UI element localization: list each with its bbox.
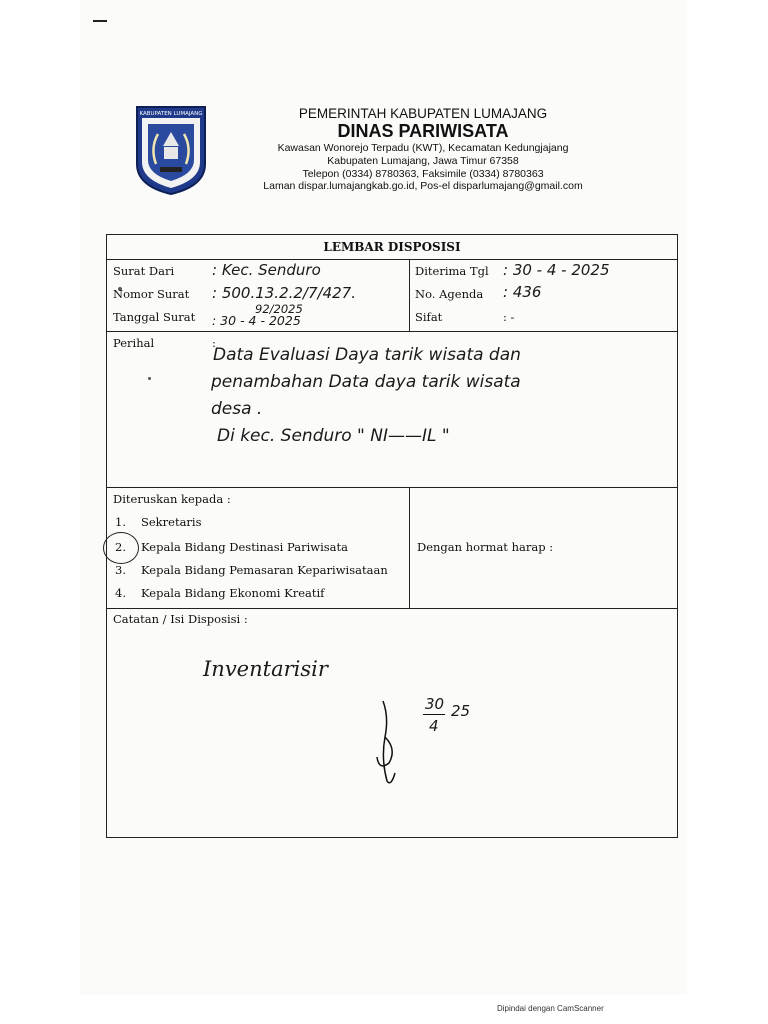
date-month: 4 [429,717,439,735]
disposition-form [106,234,678,838]
signature [369,697,409,789]
perihal-colon: : [212,336,216,350]
corner-mark [93,20,107,22]
no-agenda-label: No. Agenda [415,287,484,301]
recipient-name: Kepala Bidang Pemasaran Kepariwisataan [141,563,388,577]
recipient-number: 1. [115,515,126,529]
letterhead-phone: Telepon (0334) 8780363, Faksimile (0334) 8780363 [302,168,544,180]
divider [107,259,677,260]
nomor-surat-label: Nomor Surat [113,287,190,301]
tanggal-surat-value: : 30 - 4 - 2025 [212,313,301,328]
divider [409,259,410,331]
recipient-number: 4. [115,586,126,600]
form-title: LEMBAR DISPOSISI [323,240,461,254]
surat-dari-label: Surat Dari [113,264,175,278]
surat-dari-value: : Kec. Senduro [212,261,321,279]
divider [107,608,677,609]
scanner-footer: Dipindai dengan CamScanner [497,1004,604,1013]
letterhead-agency: DINAS PARIWISATA [337,121,509,141]
letterhead-web: Laman dispar.lumajangkab.go.id, Pos-el disparlumajang@gmail.com [263,180,583,192]
perihal-line: penambahan Data daya tarik wisata [211,372,521,392]
diterima-tgl-value: : 30 - 4 - 2025 [503,261,610,279]
tanggal-surat-label: Tanggal Surat [113,310,196,324]
letterhead-government: PEMERINTAH KABUPATEN LUMAJANG [298,106,548,121]
recipient-name: Kepala Bidang Ekonomi Kreatif [141,586,325,600]
perihal-label: Perihal [113,336,155,350]
diteruskan-label: Diteruskan kepada : [113,492,231,506]
regency-logo [134,104,208,196]
divider [107,331,677,332]
diterima-tgl-label: Diterima Tgl [415,264,489,278]
svg-text:KABUPATEN LUMAJANG: KABUPATEN LUMAJANG [139,111,203,117]
perihal-line: Di kec. Senduro " NI——IL " [217,426,450,446]
recipient-number: 3. [115,563,126,577]
letterhead-address: Kawasan Wonorejo Terpadu (KWT), Kecamatan Kedungjajang [277,142,569,154]
letterhead-city: Kabupaten Lumajang, Jawa Timur 67358 [327,155,519,167]
nomor-surat-year: 92/2025 [255,302,303,316]
sifat-value: : - [503,310,515,324]
divider [409,487,410,608]
no-agenda-value: : 436 [503,283,542,301]
perihal-line: Data Evaluasi Daya tarik wisata dan [213,345,521,365]
recipient-name: Kepala Bidang Destinasi Pariwisata [141,540,348,554]
recipient-circle-mark [103,532,139,564]
dengan-hormat-label: Dengan hormat harap : [417,540,554,554]
catatan-label: Catatan / Isi Disposisi : [113,612,248,626]
date-day: 30 [425,695,445,713]
nomor-surat-value: : 500.13.2.2/7/427. [212,284,356,302]
recipient-number: 2. [115,540,126,554]
sifat-label: Sifat [415,310,443,324]
disposition-note: Inventarisir [203,657,328,681]
recipient-name: Sekretaris [141,515,202,529]
date-fraction-line [423,714,445,715]
divider [107,487,677,488]
perihal-line: desa . [211,399,263,419]
date-year: 25 [451,702,471,720]
